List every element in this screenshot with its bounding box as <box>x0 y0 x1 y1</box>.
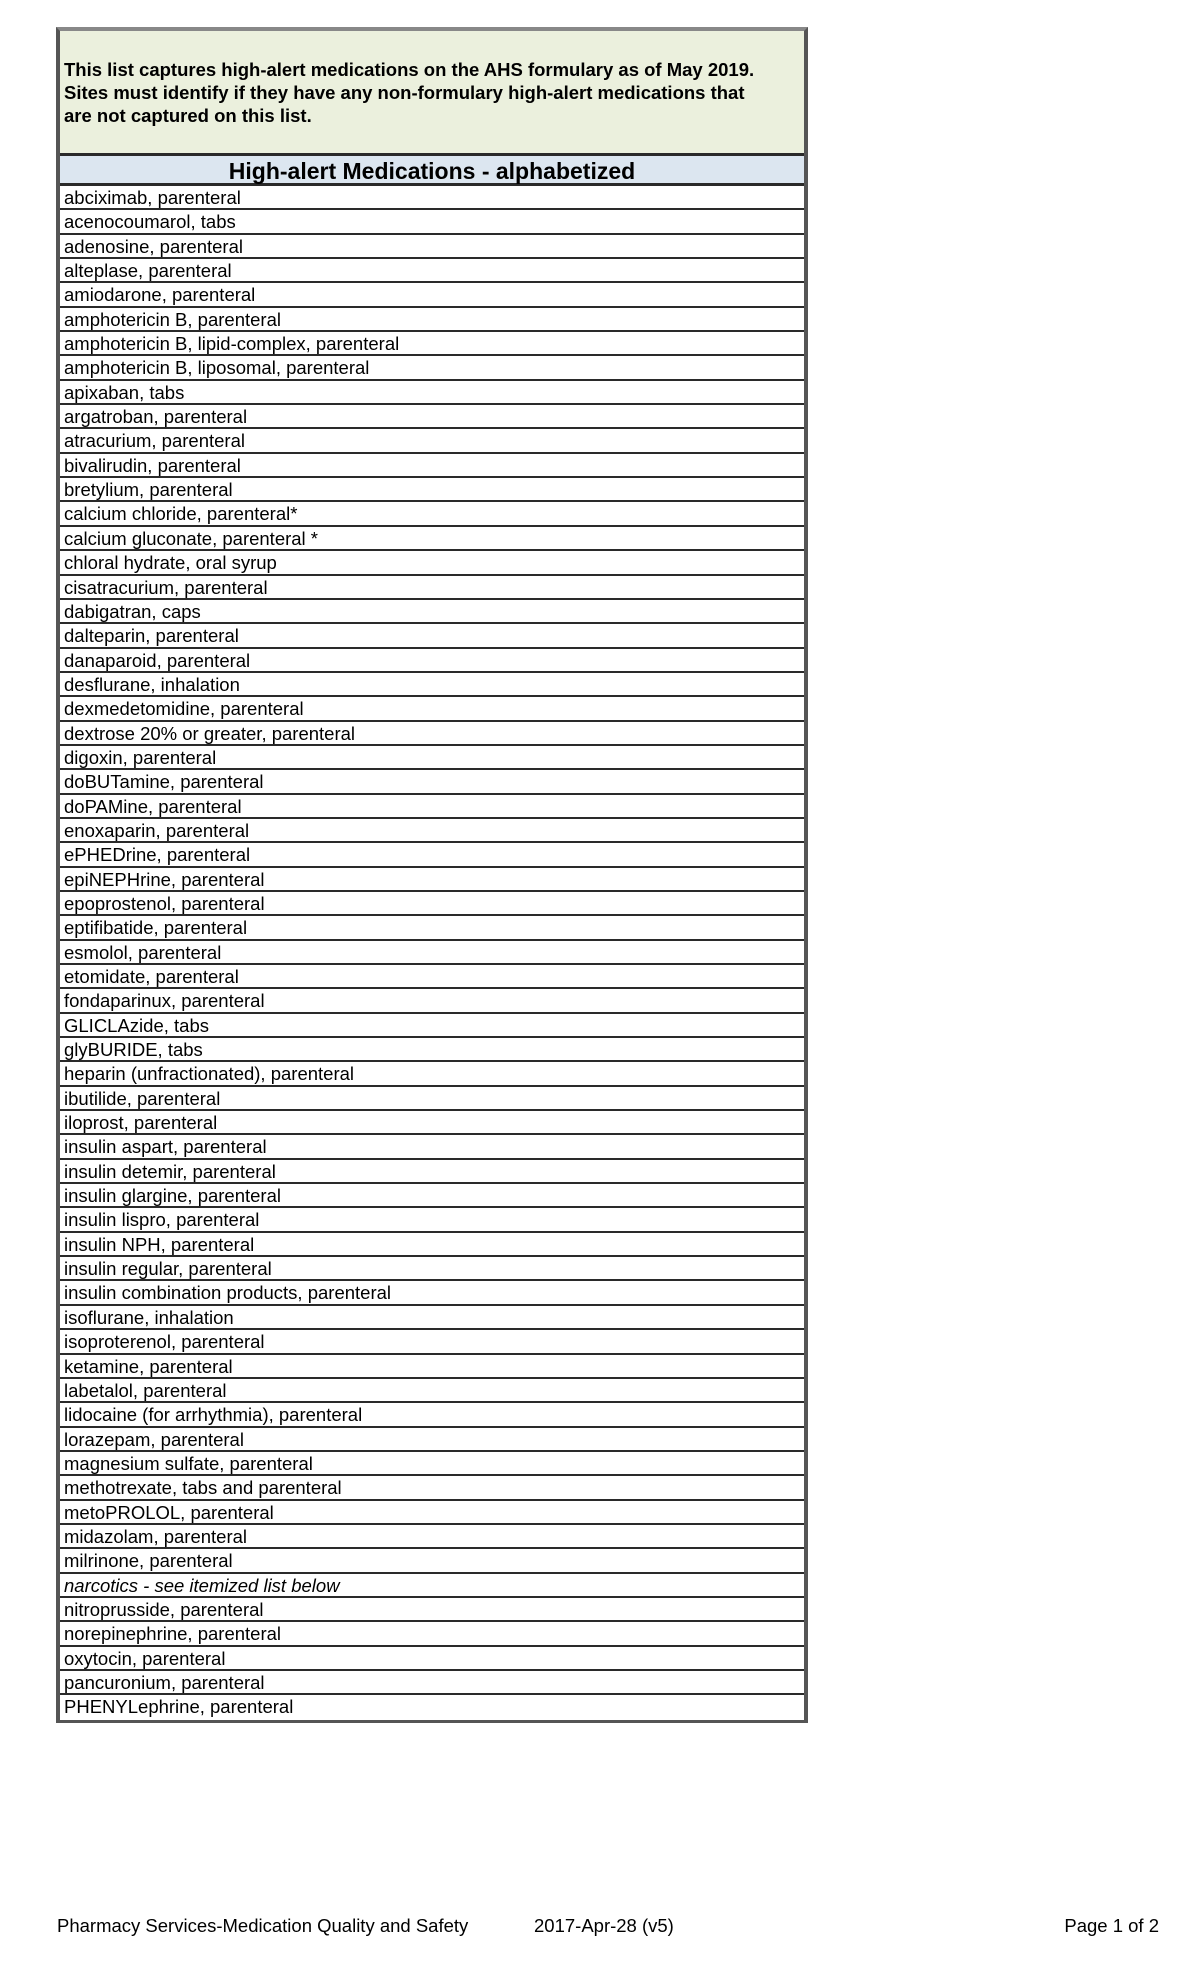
medication-row: nitroprusside, parenteral <box>60 1598 804 1622</box>
medication-row: cisatracurium, parenteral <box>60 576 804 600</box>
medication-row: heparin (unfractionated), parenteral <box>60 1062 804 1086</box>
medication-row: amphotericin B, liposomal, parenteral <box>60 356 804 380</box>
medication-row: doBUTamine, parenteral <box>60 770 804 794</box>
medication-row: doPAMine, parenteral <box>60 795 804 819</box>
medication-row: amphotericin B, lipid-complex, parenteral <box>60 332 804 356</box>
high-alert-medications-sheet <box>56 27 808 1723</box>
medication-row: apixaban, tabs <box>60 381 804 405</box>
medication-row: enoxaparin, parenteral <box>60 819 804 843</box>
medication-row: eptifibatide, parenteral <box>60 916 804 940</box>
medication-row: metoPROLOL, parenteral <box>60 1501 804 1525</box>
medication-row: digoxin, parenteral <box>60 746 804 770</box>
medication-row: narcotics - see itemized list below <box>60 1574 804 1598</box>
medication-row: etomidate, parenteral <box>60 965 804 989</box>
medication-row: bivalirudin, parenteral <box>60 454 804 478</box>
medication-row: magnesium sulfate, parenteral <box>60 1452 804 1476</box>
page-footer <box>57 1914 1159 1938</box>
medication-row: dabigatran, caps <box>60 600 804 624</box>
medication-row: ePHEDrine, parenteral <box>60 843 804 867</box>
formulary-notice <box>60 31 804 156</box>
medication-row: methotrexate, tabs and parenteral <box>60 1476 804 1500</box>
medication-row: insulin glargine, parenteral <box>60 1184 804 1208</box>
medication-row: dextrose 20% or greater, parenteral <box>60 722 804 746</box>
footer-department: Pharmacy Services-Medication Quality and Safety <box>57 1915 469 1936</box>
medication-row: insulin detemir, parenteral <box>60 1160 804 1184</box>
medication-row: dalteparin, parenteral <box>60 624 804 648</box>
medication-row: insulin lispro, parenteral <box>60 1208 804 1232</box>
medication-row: acenocoumarol, tabs <box>60 210 804 234</box>
medication-row: desflurane, inhalation <box>60 673 804 697</box>
footer-version-date: 2017-Apr-28 (v5) <box>534 1915 674 1936</box>
medication-row: milrinone, parenteral <box>60 1549 804 1573</box>
medication-row: ketamine, parenteral <box>60 1355 804 1379</box>
medication-row: insulin NPH, parenteral <box>60 1233 804 1257</box>
medication-row: abciximab, parenteral <box>60 186 804 210</box>
medication-row: ibutilide, parenteral <box>60 1087 804 1111</box>
medication-row: pancuronium, parenteral <box>60 1671 804 1695</box>
medication-row: glyBURIDE, tabs <box>60 1038 804 1062</box>
medication-row: esmolol, parenteral <box>60 941 804 965</box>
medication-row: PHENYLephrine, parenteral <box>64 1696 294 1718</box>
medication-row: GLICLAzide, tabs <box>60 1014 804 1038</box>
medication-row: norepinephrine, parenteral <box>60 1622 804 1646</box>
medication-row: oxytocin, parenteral <box>60 1647 804 1671</box>
notice-line: are not captured on this list. <box>64 105 312 126</box>
medication-row: insulin combination products, parenteral <box>60 1281 804 1305</box>
medication-row: insulin aspart, parenteral <box>60 1135 804 1159</box>
footer-page-number: Page 1 of 2 <box>1064 1915 1159 1936</box>
medication-row: atracurium, parenteral <box>60 429 804 453</box>
medication-row: iloprost, parenteral <box>60 1111 804 1135</box>
medication-row: epiNEPHrine, parenteral <box>60 868 804 892</box>
medication-row: argatroban, parenteral <box>60 405 804 429</box>
medication-row: alteplase, parenteral <box>60 259 804 283</box>
medication-row: dexmedetomidine, parenteral <box>60 697 804 721</box>
table-header: High-alert Medications - alphabetized <box>60 156 804 186</box>
medication-row: bretylium, parenteral <box>60 478 804 502</box>
medication-row: midazolam, parenteral <box>60 1525 804 1549</box>
medication-row: calcium gluconate, parenteral * <box>60 527 804 551</box>
medication-row: isoflurane, inhalation <box>60 1306 804 1330</box>
medication-row: lidocaine (for arrhythmia), parenteral <box>60 1403 804 1427</box>
medication-row: amiodarone, parenteral <box>60 283 804 307</box>
medication-row: insulin regular, parenteral <box>60 1257 804 1281</box>
medication-row: chloral hydrate, oral syrup <box>60 551 804 575</box>
medication-row: amphotericin B, parenteral <box>60 308 804 332</box>
notice-line: This list captures high-alert medications on the AHS formulary as of May 2019. <box>64 59 755 80</box>
medication-row: lorazepam, parenteral <box>60 1428 804 1452</box>
medication-row: isoproterenol, parenteral <box>60 1330 804 1354</box>
medication-row: epoprostenol, parenteral <box>60 892 804 916</box>
medication-row: fondaparinux, parenteral <box>60 989 804 1013</box>
medication-row: danaparoid, parenteral <box>60 649 804 673</box>
medication-list <box>60 186 804 1720</box>
medication-row: adenosine, parenteral <box>60 235 804 259</box>
medication-row: labetalol, parenteral <box>60 1379 804 1403</box>
notice-line: Sites must identify if they have any non-formulary high-alert medications that <box>64 82 745 103</box>
medication-row: calcium chloride, parenteral* <box>60 502 804 526</box>
